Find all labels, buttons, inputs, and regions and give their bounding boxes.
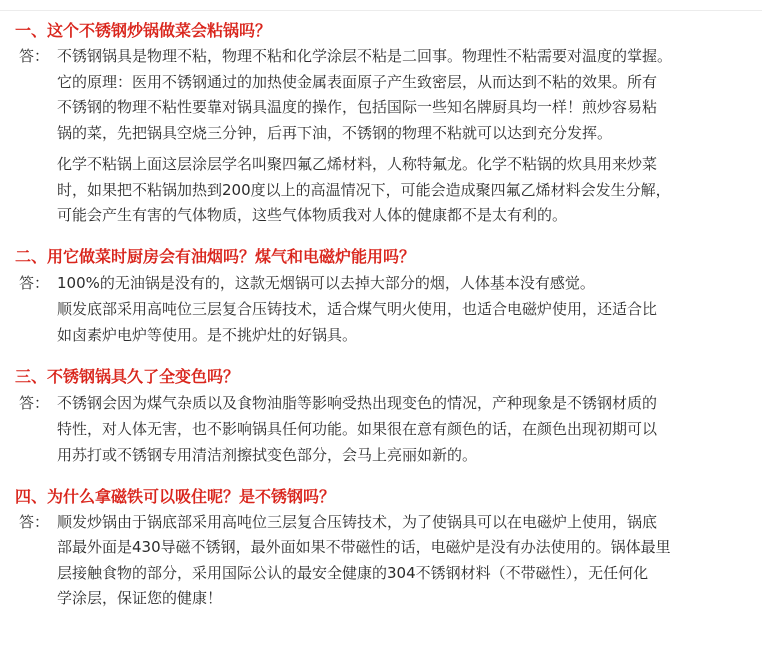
answer-line: 特性，对人体无害，也不影响锅具任何功能。如果很在意有颜色的话，在颜色出现初期可以	[57, 419, 658, 438]
faq-item-4	[0, 484, 762, 612]
faq-section	[0, 18, 762, 612]
answer-paragraph	[57, 390, 742, 468]
faq-question-1: 一、这个不锈钢炒锅做菜会粘锅吗？	[15, 21, 272, 40]
faq-answer-2	[0, 270, 762, 348]
answer-line: 100%的无油锅是没有的，这款无烟锅可以去掉大部分的烟，人体基本没有感觉。	[57, 273, 595, 292]
answer-line: 不锈钢会因为煤气杂质以及食物油脂等影响受热出现变色的情况，产种现象是不锈钢材质的	[57, 393, 658, 412]
top-divider	[0, 0, 762, 11]
answer-paragraph	[57, 510, 742, 612]
answer-paragraph	[57, 270, 742, 348]
answer-line: 顺发炒锅由于锅底部采用高吨位三层复合压铸技术，为了使锅具可以在电磁炉上使用，锅底	[57, 512, 658, 531]
faq-question-2: 二、用它做菜时厨房会有油烟吗？煤气和电磁炉能用吗？	[15, 246, 416, 266]
answer-line: 化学不粘锅上面这层涂层学名叫聚四氟乙烯材料，人称特氟龙。化学不粘锅的炊具用来炒菜	[57, 155, 658, 173]
answer-line: 时，如果把不粘锅加热到200度以上的高温情况下，可能会造成聚四氟乙烯材料会发生分解，	[57, 180, 671, 199]
answer-line: 部最外面是430导磁不锈钢，最外面如果不带磁性的话，电磁炉是没有办法使用的。锅体最里	[57, 538, 671, 556]
answer-line: 可能会产生有害的气体物质，这些气体物质我对人体的健康都不是太有利的。	[57, 206, 568, 224]
answer-line: 不锈钢的物理不粘性要靠对锅具温度的操作，包括国际一些知名牌厨具均一样！煎炒容易粘	[57, 98, 658, 116]
faq-item-3	[0, 364, 762, 468]
answer-label: 答：	[19, 512, 50, 531]
faq-answer-1	[0, 44, 762, 229]
faq-answer-4	[0, 510, 762, 612]
answer-label: 答：	[19, 393, 50, 412]
answer-line: 锅的菜，先把锅具空烧三分钟，后再下油，不锈钢的物理不粘就可以达到充分发挥。	[57, 123, 613, 142]
answer-paragraph	[57, 152, 742, 229]
answer-paragraph	[57, 44, 742, 146]
answer-line: 顺发底部采用高吨位三层复合压铸技术，适合煤气明火使用，也适合电磁炉使用，还适合比	[57, 299, 658, 318]
answer-label: 答：	[19, 273, 50, 292]
answer-line: 如卤素炉电炉等使用。是不挑炉灶的好锅具。	[57, 325, 358, 344]
answer-line: 学涂层，保证您的健康！	[57, 589, 223, 607]
faq-item-1	[0, 18, 762, 229]
answer-line: 用苏打或不锈钢专用清洁剂擦拭变色部分，会马上亮丽如新的。	[57, 445, 478, 464]
answer-label: 答：	[19, 47, 50, 65]
answer-line: 它的原理：医用不锈钢通过的加热使金属表面原子产生致密层，从而达到不粘的效果。所有	[57, 72, 658, 91]
faq-question-4: 四、为什么拿磁铁可以吸住呢？是不锈钢吗？	[15, 486, 336, 506]
answer-line: 不锈钢锅具是物理不粘，物理不粘和化学涂层不粘是二回事。物理性不粘需要对温度的掌握。	[57, 47, 673, 65]
faq-item-2	[0, 244, 762, 348]
answer-line: 层接触食物的部分，采用国际公认的最安全健康的304不锈钢材料（不带磁性），无任何化	[57, 563, 649, 582]
faq-answer-3	[0, 390, 762, 468]
faq-question-3: 三、不锈钢锅具久了全变色吗？	[15, 366, 240, 386]
